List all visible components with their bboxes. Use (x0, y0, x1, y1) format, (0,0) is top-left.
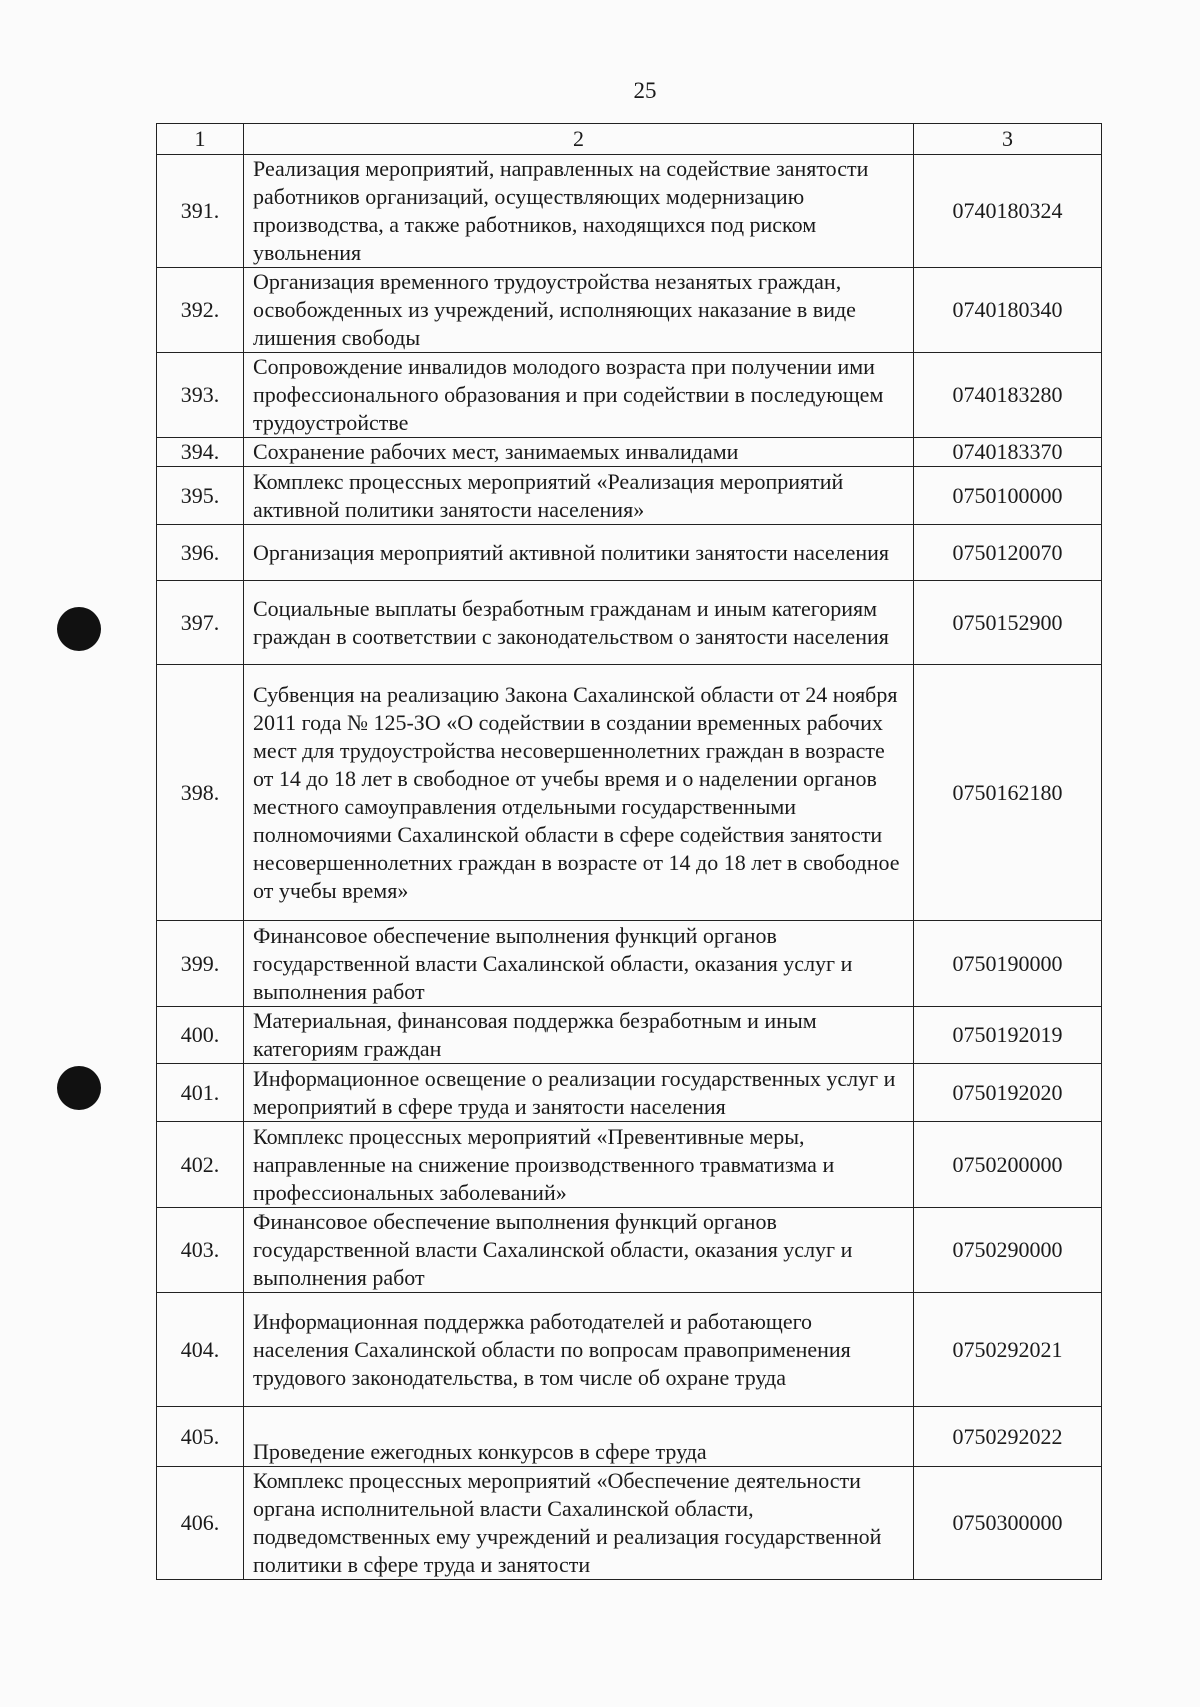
row-description: Организация временного трудоустройства незанятых граждан, освобожденных из учреждений, исполняющих наказание в виде лишения свободы (244, 268, 914, 353)
row-number: 397. (157, 581, 244, 665)
row-description: Комплекс процессных мероприятий «Превентивные меры, направленные на снижение производственного травматизма и профессиональных заболеваний» (244, 1122, 914, 1208)
row-description: Материальная, финансовая поддержка безработным и иным категориям граждан (244, 1007, 914, 1064)
table-row (157, 1064, 1102, 1122)
row-number: 402. (157, 1122, 244, 1208)
row-number: 393. (157, 353, 244, 438)
row-code: 0750192019 (914, 1007, 1102, 1064)
column-header: 3 (914, 124, 1102, 155)
row-code: 0740180340 (914, 268, 1102, 353)
row-code: 0750300000 (914, 1467, 1102, 1580)
column-header: 2 (244, 124, 914, 155)
row-code: 0750152900 (914, 581, 1102, 665)
table-row (157, 1007, 1102, 1064)
punch-hole-mark (57, 1066, 101, 1110)
table-row (157, 467, 1102, 525)
row-description: Сопровождение инвалидов молодого возраста при получении ими профессионального образования и при содействии в последующем трудоустройстве (244, 353, 914, 438)
row-code: 0750200000 (914, 1122, 1102, 1208)
table-row (157, 438, 1102, 467)
row-description: Информационная поддержка работодателей и работающего населения Сахалинской области по вопросам правоприменения трудового законодательства, в том числе об охране труда (244, 1293, 914, 1407)
row-number: 396. (157, 525, 244, 581)
row-number: 401. (157, 1064, 244, 1122)
row-number: 403. (157, 1208, 244, 1293)
row-description: Субвенция на реализацию Закона Сахалинской области от 24 ноября 2011 года № 125-ЗО «О содействии в создании временных рабочих мест для трудоустройства несовершеннолетних граждан в возрасте от 14 до 18 лет в свободное от учебы время и о наделении органов местного самоуправления отдельными государственными полномочиями Сахалинской области в сфере содействия занятости несовершеннолетних граждан в возрасте от 14 до 18 лет в свободное от учебы время» (244, 665, 914, 921)
row-number: 405. (157, 1407, 244, 1467)
table-row (157, 1293, 1102, 1407)
row-code: 0750100000 (914, 467, 1102, 525)
table-header-row (157, 124, 1102, 155)
table-row (157, 353, 1102, 438)
row-code: 0750292021 (914, 1293, 1102, 1407)
row-number: 406. (157, 1467, 244, 1580)
row-number: 394. (157, 438, 244, 467)
table-row (157, 525, 1102, 581)
row-code: 0750292022 (914, 1407, 1102, 1467)
table-row (157, 1467, 1102, 1580)
row-description: Социальные выплаты безработным гражданам и иным категориям граждан в соответствии с законодательством о занятости населения (244, 581, 914, 665)
row-number: 392. (157, 268, 244, 353)
row-code: 0740180324 (914, 155, 1102, 268)
row-description: Финансовое обеспечение выполнения функций органов государственной власти Сахалинской области, оказания услуг и выполнения работ (244, 1208, 914, 1293)
row-description: Реализация мероприятий, направленных на содействие занятости работников организаций, осуществляющих модернизацию производства, а также работников, находящихся под риском увольнения (244, 155, 914, 268)
row-description: Проведение ежегодных конкурсов в сфере труда (244, 1407, 914, 1467)
column-header: 1 (157, 124, 244, 155)
table-row (157, 665, 1102, 921)
row-code: 0750290000 (914, 1208, 1102, 1293)
table-row (157, 1407, 1102, 1467)
row-number: 395. (157, 467, 244, 525)
table-row (157, 1208, 1102, 1293)
row-description: Финансовое обеспечение выполнения функций органов государственной власти Сахалинской области, оказания услуг и выполнения работ (244, 921, 914, 1007)
row-description: Комплекс процессных мероприятий «Обеспечение деятельности органа исполнительной власти Сахалинской области, подведомственных ему учреждений и реализация государственной политики в сфере труда и занятости (244, 1467, 914, 1580)
row-number: 398. (157, 665, 244, 921)
row-number: 399. (157, 921, 244, 1007)
table-row (157, 268, 1102, 353)
row-code: 0740183280 (914, 353, 1102, 438)
row-description: Комплекс процессных мероприятий «Реализация мероприятий активной политики занятости населения» (244, 467, 914, 525)
row-number: 391. (157, 155, 244, 268)
table-row (157, 581, 1102, 665)
table-row (157, 155, 1102, 268)
budget-code-table (156, 123, 1102, 1580)
row-number: 404. (157, 1293, 244, 1407)
row-description: Организация мероприятий активной политики занятости населения (244, 525, 914, 581)
table-row (157, 1122, 1102, 1208)
row-code: 0740183370 (914, 438, 1102, 467)
table-row (157, 921, 1102, 1007)
row-code: 0750190000 (914, 921, 1102, 1007)
row-number: 400. (157, 1007, 244, 1064)
row-code: 0750120070 (914, 525, 1102, 581)
row-description: Информационное освещение о реализации государственных услуг и мероприятий в сфере труда и занятости населения (244, 1064, 914, 1122)
row-code: 0750192020 (914, 1064, 1102, 1122)
punch-hole-mark (57, 607, 101, 651)
page-number: 25 (633, 78, 657, 103)
row-description: Сохранение рабочих мест, занимаемых инвалидами (244, 438, 914, 467)
row-code: 0750162180 (914, 665, 1102, 921)
